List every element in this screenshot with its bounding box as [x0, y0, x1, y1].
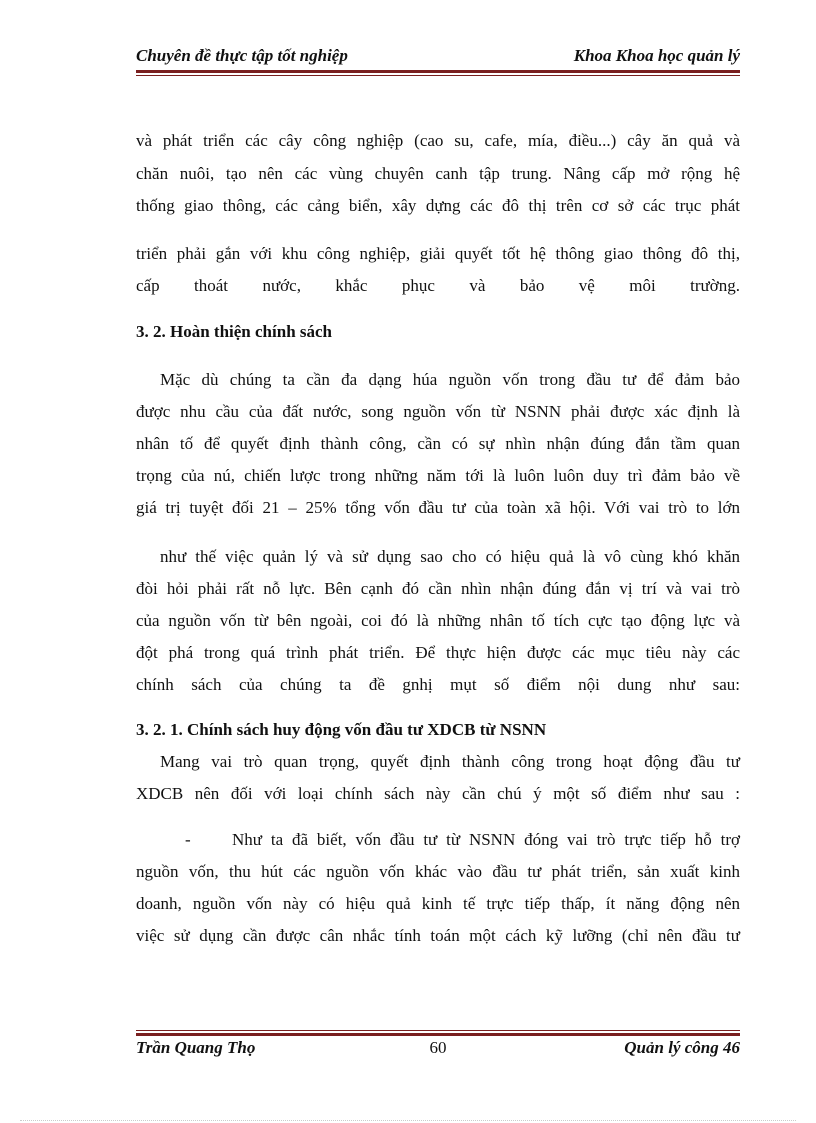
footer-rule — [136, 1030, 740, 1036]
page-number: 60 — [429, 1038, 447, 1057]
paragraph-line: Như ta đã biết, vốn đầu tư từ NSNN đóng vai trò trực tiếp hỗ trợ — [232, 830, 740, 849]
paragraph-line: đột phá trong quá trình phát triển. Để thực hiện được các mục tiêu này các — [136, 643, 740, 662]
paragraph-line: XDCB nên đối với loại chính sách này cần chú ý một số điểm như sau : — [136, 784, 740, 803]
paragraph-line: chính sách của chúng ta đề gnhị mụt số điểm nội dung như sau: — [136, 675, 740, 694]
page-edge — [20, 1120, 796, 1121]
paragraph-line: như thế việc quản lý và sử dụng sao cho có hiệu quả là vô cùng khó khăn — [160, 547, 740, 566]
header-document-title: Chuyên đề thực tập tốt nghiệp — [136, 46, 348, 65]
paragraph-line: Mang vai trò quan trọng, quyết định thành công trong hoạt động đầu tư — [160, 752, 740, 771]
footer-course: Quản lý công 46 — [624, 1038, 740, 1057]
paragraph-line: cấp thoát nước, khắc phục và bảo vệ môi trường. — [136, 276, 740, 295]
footer-author: Trần Quang Thọ — [136, 1038, 256, 1057]
paragraph-line: trọng của nú, chiến lược trong những năm tới là luôn luôn duy trì đảm bảo về — [136, 466, 740, 485]
paragraph-line: nguồn vốn, thu hút các nguồn vốn khác vào đầu tư phát triển, sản xuất kinh — [136, 862, 740, 881]
paragraph-line: nhân tố để quyết định thành công, cần có sự nhìn nhận đúng đắn tầm quan — [136, 434, 740, 453]
bullet-dash: - — [185, 830, 191, 849]
paragraph-line: triển phải gắn với khu công nghiệp, giải quyết tốt hệ thông giao thông đô thị, — [136, 244, 740, 263]
paragraph-line: thống giao thông, các cảng biển, xây dựng các đô thị trên cơ sở các trục phát — [136, 196, 740, 215]
header-rule — [136, 70, 740, 76]
page-header — [136, 46, 740, 70]
paragraph-line: việc sử dụng cần được cân nhắc tính toán một cách kỹ lưỡng (chỉ nên đầu tư — [136, 926, 740, 945]
paragraph-line: Mặc dù chúng ta cần đa dạng húa nguồn vốn trong đầu tư để đảm bảo — [160, 370, 740, 389]
paragraph-line: được nhu cầu của đất nước, song nguồn vốn từ NSNN phải được xác định là — [136, 402, 740, 421]
paragraph-line: chăn nuôi, tạo nên các vùng chuyên canh tập trung. Nâng cấp mở rộng hệ — [136, 164, 740, 183]
paragraph-line: và phát triển các cây công nghiệp (cao su, cafe, mía, điều...) cây ăn quả và — [136, 131, 740, 150]
paragraph-line: đòi hỏi phải rất nỗ lực. Bên cạnh đó cần nhìn nhận đúng đắn vị trí và vai trò — [136, 579, 740, 598]
paragraph-line: doanh, nguồn vốn này có hiệu quả kinh tế trực tiếp thấp, ít năng động nên — [136, 894, 740, 913]
paragraph-line: của nguồn vốn từ bên ngoài, coi đó là những nhân tố tích cực tạo động lực và — [136, 611, 740, 630]
header-faculty: Khoa Khoa học quản lý — [573, 46, 740, 65]
paragraph-line: giá trị tuyệt đối 21 – 25% tổng vốn đầu tư của toàn xã hội. Với vai trò to lớn — [136, 498, 740, 517]
subsection-heading: 3. 2. 1. Chính sách huy động vốn đầu tư XDCB từ NSNN — [136, 720, 547, 739]
section-heading: 3. 2. Hoàn thiện chính sách — [136, 322, 333, 341]
page-footer — [136, 1038, 740, 1062]
